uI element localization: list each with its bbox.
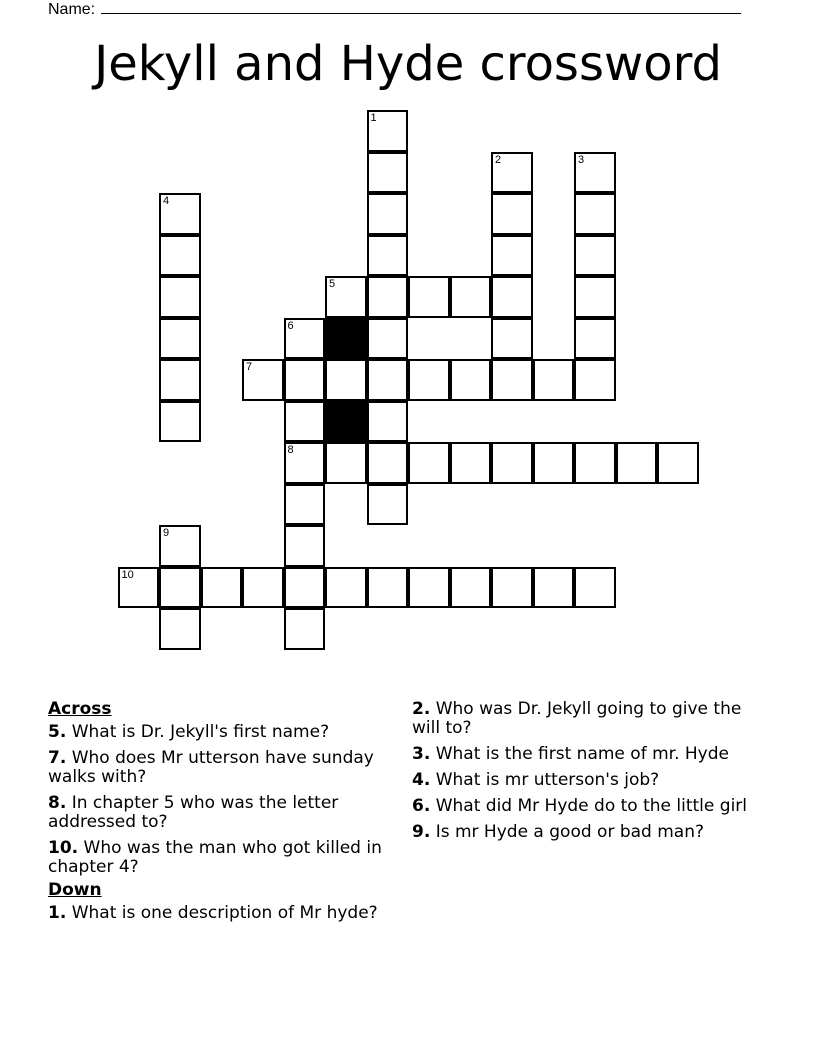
grid-cell[interactable] (616, 442, 658, 484)
grid-cell[interactable] (159, 235, 201, 277)
grid-block (325, 318, 367, 360)
clue-number: 8. (48, 793, 67, 813)
clue-number: 6. (412, 796, 431, 816)
clue-text: Is mr Hyde a good or bad man? (435, 822, 705, 842)
grid-cell[interactable] (325, 276, 367, 318)
grid-cell[interactable] (242, 359, 284, 401)
clue-number: 5. (48, 722, 67, 742)
clue-down-6 (412, 797, 752, 816)
grid-cell[interactable] (367, 442, 409, 484)
grid-cell[interactable] (159, 276, 201, 318)
grid-cell[interactable] (450, 359, 492, 401)
cell-number: 3 (578, 153, 585, 166)
cell-number: 9 (163, 527, 170, 539)
cell-number: 2 (495, 153, 502, 166)
cell-number: 4 (163, 195, 170, 207)
clue-down-9 (412, 823, 752, 842)
clue-text: In chapter 5 who was the letter addressed to? (48, 793, 339, 832)
name-label: Name: (48, 1, 96, 18)
clue-text: What is Dr. Jekyll's first name? (71, 722, 330, 742)
grid-cell[interactable] (367, 276, 409, 318)
grid-cell[interactable] (367, 152, 409, 194)
grid-cell[interactable] (284, 318, 326, 360)
clue-text: What did Mr Hyde do to the little girl (435, 796, 747, 816)
grid-cell[interactable] (284, 608, 326, 650)
clue-number: 1. (48, 903, 67, 923)
grid-cell[interactable] (408, 359, 450, 401)
grid-cell[interactable] (325, 359, 367, 401)
grid-cell[interactable] (491, 193, 533, 235)
cell-number: 10 (121, 568, 134, 581)
clue-text: Who was the man who got killed in chapter 4? (48, 838, 382, 877)
grid-cell[interactable] (574, 193, 616, 235)
clue-across-5 (48, 723, 388, 742)
grid-cell[interactable] (574, 152, 616, 194)
grid-cell[interactable] (367, 318, 409, 360)
grid-cell[interactable] (159, 525, 201, 567)
grid-cell[interactable] (491, 359, 533, 401)
grid-cell[interactable] (284, 442, 326, 484)
clue-across-8 (48, 794, 388, 832)
cell-number: 6 (287, 319, 294, 332)
clue-number: 10. (48, 838, 79, 858)
clue-down-3 (412, 745, 752, 764)
grid-cell[interactable] (491, 442, 533, 484)
across-heading: Across (48, 699, 112, 719)
clue-text: What is the first name of mr. Hyde (435, 744, 729, 764)
grid-cell[interactable] (533, 442, 575, 484)
grid-cell[interactable] (491, 235, 533, 277)
grid-cell[interactable] (325, 567, 367, 609)
grid-cell[interactable] (325, 442, 367, 484)
clue-text: Who was Dr. Jekyll going to give the will to? (412, 699, 742, 738)
down-heading: Down (48, 880, 102, 900)
grid-cell[interactable] (201, 567, 243, 609)
grid-cell[interactable] (450, 567, 492, 609)
grid-cell[interactable] (574, 318, 616, 360)
clues-left-column (48, 700, 388, 930)
cell-number: 8 (287, 444, 294, 456)
grid-cell[interactable] (491, 276, 533, 318)
grid-cell[interactable] (491, 567, 533, 609)
grid-cell[interactable] (574, 276, 616, 318)
clue-down-2 (412, 700, 752, 738)
clue-text: Who does Mr utterson have sunday walks with? (48, 748, 374, 787)
grid-cell[interactable] (367, 401, 409, 443)
cell-number: 5 (329, 278, 336, 290)
clue-number: 4. (412, 770, 431, 790)
grid-cell[interactable] (242, 567, 284, 609)
clue-number: 9. (412, 822, 431, 842)
clue-down-1 (48, 904, 388, 923)
grid-cell[interactable] (574, 567, 616, 609)
grid-cell[interactable] (284, 359, 326, 401)
grid-cell[interactable] (159, 359, 201, 401)
grid-cell[interactable] (159, 567, 201, 609)
grid-cell[interactable] (408, 567, 450, 609)
grid-cell[interactable] (159, 401, 201, 443)
grid-cell[interactable] (367, 359, 409, 401)
clue-number: 3. (412, 744, 431, 764)
grid-cell[interactable] (574, 235, 616, 277)
clue-across-7 (48, 749, 388, 787)
grid-cell[interactable] (657, 442, 699, 484)
grid-cell[interactable] (367, 110, 409, 152)
grid-cell[interactable] (574, 359, 616, 401)
clue-number: 7. (48, 748, 67, 768)
grid-cell[interactable] (159, 318, 201, 360)
clues-right-column (412, 700, 752, 849)
grid-cell[interactable] (159, 608, 201, 650)
clue-across-10 (48, 839, 388, 877)
grid-cell[interactable] (408, 276, 450, 318)
grid-cell[interactable] (574, 442, 616, 484)
grid-cell[interactable] (491, 318, 533, 360)
grid-cell[interactable] (284, 525, 326, 567)
clue-down-4 (412, 771, 752, 790)
grid-cell[interactable] (533, 567, 575, 609)
grid-block (325, 401, 367, 443)
clue-text: What is mr utterson's job? (435, 770, 660, 790)
grid-cell[interactable] (450, 442, 492, 484)
grid-cell[interactable] (367, 567, 409, 609)
grid-cell[interactable] (533, 359, 575, 401)
cell-number: 1 (370, 112, 377, 124)
grid-cell[interactable] (284, 401, 326, 443)
cell-number: 7 (246, 361, 253, 373)
grid-cell[interactable] (284, 484, 326, 526)
clue-number: 2. (412, 699, 431, 719)
grid-cell[interactable] (450, 276, 492, 318)
grid-cell[interactable] (118, 567, 160, 609)
grid-cell[interactable] (159, 193, 201, 235)
page-title: Jekyll and Hyde crossword (94, 36, 722, 92)
grid-cell[interactable] (367, 193, 409, 235)
grid-cell[interactable] (491, 152, 533, 194)
grid-cell[interactable] (284, 567, 326, 609)
grid-cell[interactable] (408, 442, 450, 484)
grid-cell[interactable] (367, 484, 409, 526)
clue-text: What is one description of Mr hyde? (71, 903, 378, 923)
grid-cell[interactable] (367, 235, 409, 277)
